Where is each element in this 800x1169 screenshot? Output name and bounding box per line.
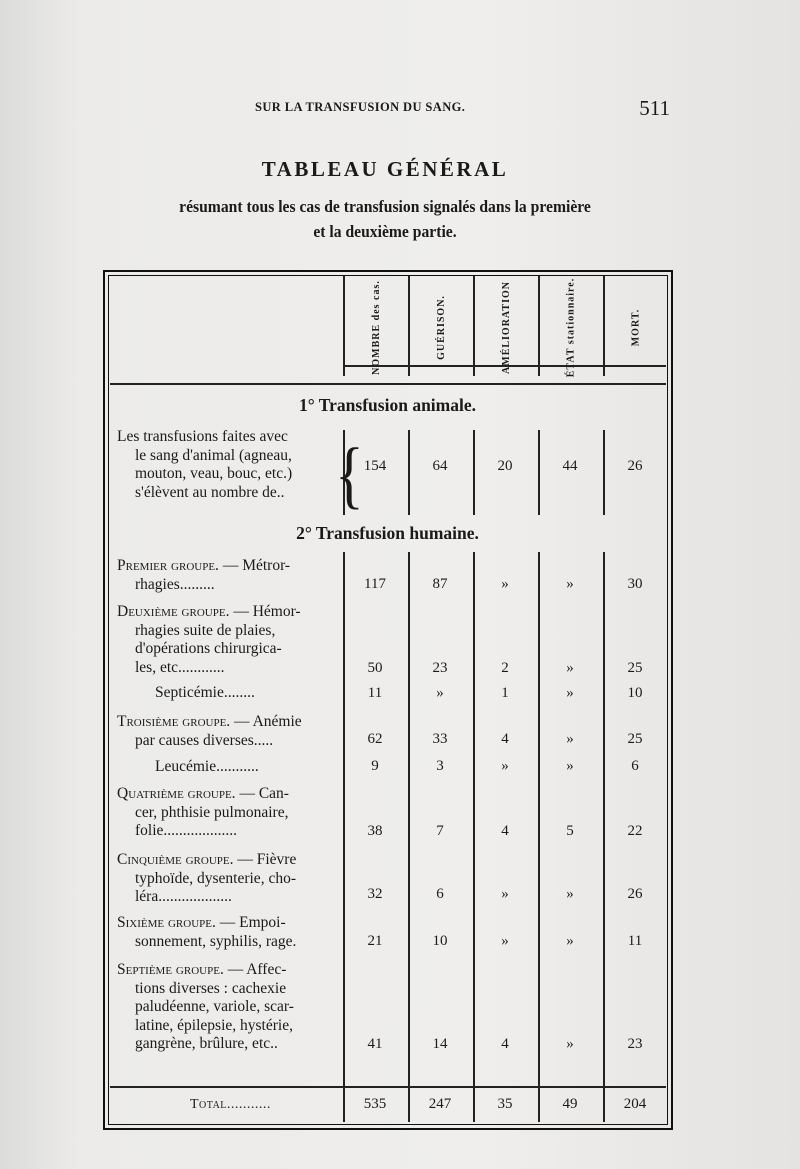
table-title: TABLEAU GÉNÉRAL <box>261 157 509 181</box>
cell-value: 4 <box>501 1036 509 1052</box>
cell-value: 44 <box>562 458 578 474</box>
row-label-group-1: Premier groupe. — Métror- rhagies......... <box>117 557 291 593</box>
col-rule-1 <box>343 276 345 376</box>
subtitle-line-1: résumant tous les cas de transfusion signalés dans la première <box>179 197 591 216</box>
cell-value: 10 <box>432 933 448 949</box>
cell-value: 33 <box>432 731 448 747</box>
row-label-leukemia: Leucémie........... <box>155 758 259 775</box>
cell-value: 23 <box>432 660 448 676</box>
total-value: 204 <box>623 1096 647 1112</box>
cell-value: 10 <box>627 685 643 701</box>
cell-value: 14 <box>432 1036 448 1052</box>
cell-value: 9 <box>371 758 379 774</box>
page-number: 511 <box>639 96 670 120</box>
cell-value: 20 <box>497 458 513 474</box>
cell-value: » <box>566 685 574 701</box>
cell-value: » <box>566 731 574 747</box>
running-head-title: SUR LA TRANSFUSION DU SANG. <box>255 100 466 114</box>
cell-value: 21 <box>367 933 383 949</box>
cell-value: 30 <box>627 576 643 592</box>
cell-value: 32 <box>367 886 383 902</box>
cell-value: 117 <box>364 576 386 592</box>
total-value: 35 <box>497 1096 513 1112</box>
running-head <box>100 96 670 120</box>
table-subtitle <box>123 194 647 244</box>
cell-value: 23 <box>627 1036 643 1052</box>
subtitle-line-2: et la deuxième partie. <box>313 222 457 241</box>
brace-glyph: { <box>335 433 364 516</box>
cell-value: 4 <box>501 823 509 839</box>
cell-value: 11 <box>627 933 643 949</box>
cell-value: 154 <box>363 458 387 474</box>
row-label-group-6: Sixième groupe. — Empoi- sonnement, syphilis, rage. <box>117 914 297 950</box>
cell-value: » <box>436 685 444 701</box>
col-rule-5 <box>603 276 605 376</box>
col-rule-4 <box>538 276 540 376</box>
column-heading-recovery: GUÉRISON. <box>435 294 447 360</box>
cell-value: » <box>501 758 509 774</box>
column-heading-death: MORT. <box>630 308 642 346</box>
cell-value: » <box>566 886 574 902</box>
cell-value: 26 <box>627 886 643 902</box>
total-value: 49 <box>562 1096 578 1112</box>
cell-value: 41 <box>367 1036 383 1052</box>
column-heading-stationary: ÉTAT stationnaire. <box>565 277 577 377</box>
total-value: 535 <box>363 1096 387 1112</box>
cell-value: 4 <box>501 731 509 747</box>
cell-value: 26 <box>627 458 643 474</box>
cell-value: 50 <box>367 660 383 676</box>
section-title-animal: 1° Transfusion animale. <box>298 395 476 415</box>
header-bottom-rule <box>110 383 666 385</box>
col-rule-2 <box>408 276 410 376</box>
row-label-group-2: Deuxième groupe. — Hémor- rhagies suite de plaies, d'opérations chirurgica- les, etc............ <box>117 603 301 676</box>
row-label-animal: Les transfusions faites avec le sang d'animal (agneau, mouton, veau, bouc, etc.) s'élèvent au nombre de.. <box>117 428 293 501</box>
cell-value: » <box>501 933 509 949</box>
section-title-human: 2° Transfusion humaine. <box>296 523 479 543</box>
column-heading-cases: NOMBRE des cas. <box>370 279 382 375</box>
cell-value: 22 <box>627 823 643 839</box>
cell-value: 1 <box>501 685 509 701</box>
cell-value: 38 <box>367 823 383 839</box>
column-heading-improvement: AMÉLIORATION <box>500 280 512 374</box>
cell-value: 5 <box>566 823 574 839</box>
col-rule-3 <box>473 276 475 376</box>
cell-value: » <box>566 576 574 592</box>
cell-value: » <box>566 758 574 774</box>
cell-value: 3 <box>436 758 444 774</box>
cell-value: 7 <box>436 823 444 839</box>
cell-value: 6 <box>631 758 639 774</box>
cell-value: 6 <box>436 886 444 902</box>
cell-value: 11 <box>367 685 383 701</box>
cell-value: 62 <box>367 731 383 747</box>
cell-value: 64 <box>432 458 448 474</box>
cell-value: 25 <box>627 660 643 676</box>
cell-value: 87 <box>432 576 448 592</box>
cell-value: » <box>566 660 574 676</box>
row-label-group-5: Cinquième groupe. — Fièvre typhoïde, dysenterie, cho- léra................... <box>117 851 297 905</box>
row-label-group-4: Quatrième groupe. — Can- cer, phthisie pulmonaire, folie................... <box>117 785 289 839</box>
cell-value: » <box>501 576 509 592</box>
total-rule <box>110 1086 666 1088</box>
cell-value: 25 <box>627 731 643 747</box>
total-value: 247 <box>428 1096 452 1112</box>
cell-value: » <box>566 1036 574 1052</box>
cell-value: 2 <box>501 660 509 676</box>
cell-value: » <box>501 886 509 902</box>
cell-value: » <box>566 933 574 949</box>
total-label: Total........... <box>190 1097 271 1112</box>
row-label-group-3: Troisième groupe. — Anémie par causes diverses..... <box>117 713 302 749</box>
row-label-group-7: Septième groupe. — Affec- tions diverses : cachexie paludéenne, variole, scar- latine, épilepsie, hystérie, gangrène, brûlure, etc.. <box>117 961 294 1052</box>
row-label-septicemia: Septicémie........ <box>155 684 255 701</box>
